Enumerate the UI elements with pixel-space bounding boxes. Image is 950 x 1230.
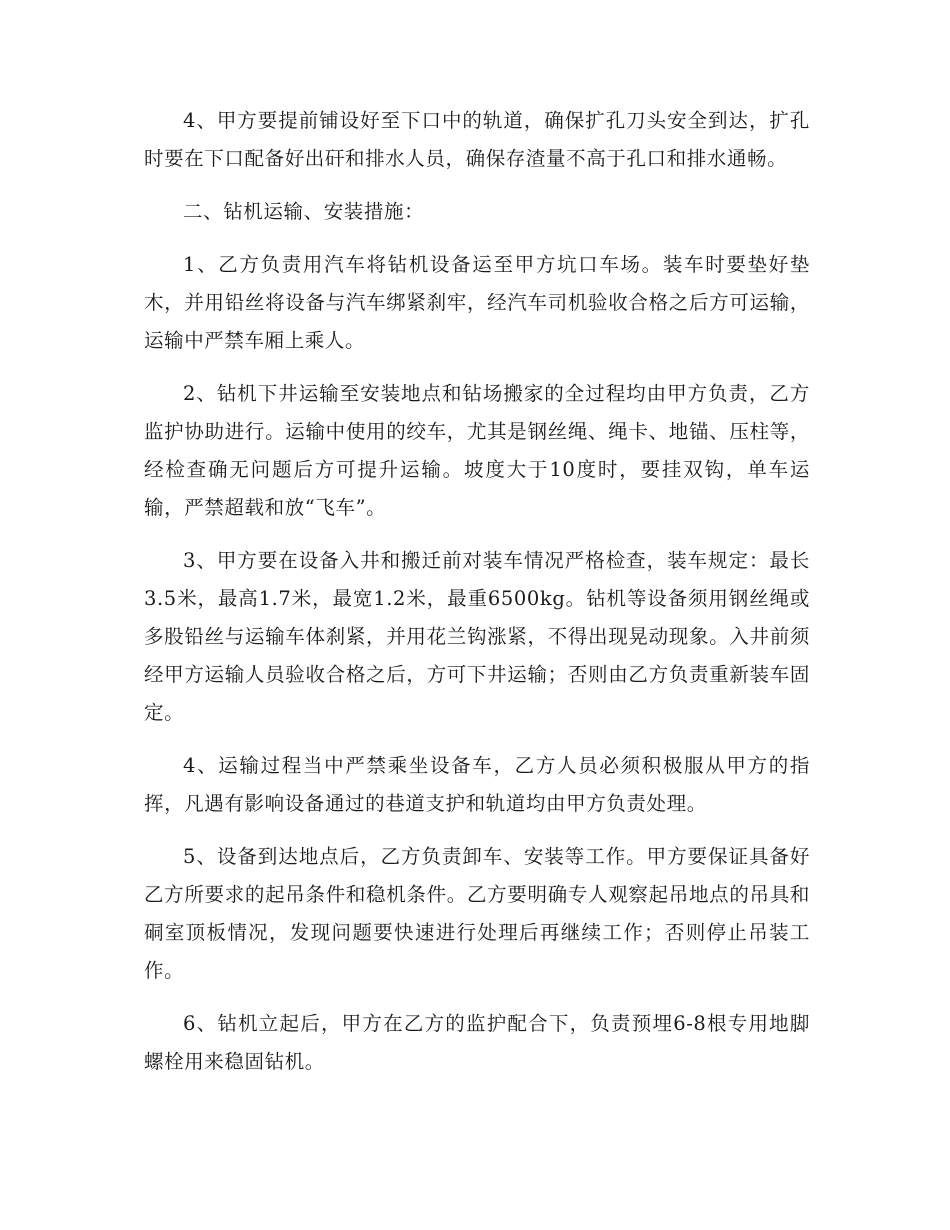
paragraph-item-3-loading-rules: 3、甲方要在设备入井和搬迁前对装车情况严格检查，装车规定：最长3.5米，最高1.7米，最宽1.2米，最重6500kg。钻机等设备须用钢丝绳或多股铅丝与运输车体刹紧，并用花兰钩涨紧，不得出现晃动现象。入井前须经甲方运输人员验收合格之后，方可下井运输；否则由乙方负责重新装车固定。 — [144, 549, 810, 724]
paragraph-item-6-anchor-bolts: 6、钻机立起后，甲方在乙方的监护配合下，负责预埋6-8根专用地脚螺栓用来稳固钻机。 — [144, 1012, 810, 1073]
paragraph-item-1-truck-transport: 1、乙方负责用汽车将钻机设备运至甲方坑口车场。装车时要垫好垫木，并用铅丝将设备与汽车绑紧刹牢，经汽车司机验收合格之后方可运输，运输中严禁车厢上乘人。 — [144, 253, 810, 352]
paragraph-item-4-track: 4、甲方要提前铺设好至下口中的轨道，确保扩孔刀头安全到达，扩孔时要在下口配备好出矸和排水人员，确保存渣量不高于孔口和排水通畅。 — [144, 109, 810, 170]
paragraph-item-2-underground-transport: 2、钻机下井运输至安装地点和钻场搬家的全过程均由甲方负责，乙方监护协助进行。运输中使用的绞车，尤其是钢丝绳、绳卡、地锚、压柱等，经检查确无问题后方可提升运输。坡度大于10度时，要挂双钩，单车运输，严禁超载和放“飞车”。 — [144, 382, 810, 519]
paragraph-item-4-no-riding: 4、运输过程当中严禁乘坐设备车，乙方人员必须积极服从甲方的指挥，凡遇有影响设备通过的巷道支护和轨道均由甲方负责处理。 — [144, 754, 810, 815]
paragraph-item-5-unloading: 5、设备到达地点后，乙方负责卸车、安装等工作。甲方要保证具备好乙方所要求的起吊条件和稳机条件。乙方要明确专人观察起吊地点的吊具和硐室顶板情况，发现问题要快速进行处理后再继续工作；否则停止吊装工作。 — [144, 845, 810, 982]
section-heading-transport-installation: 二、钻机运输、安装措施： — [183, 200, 425, 223]
